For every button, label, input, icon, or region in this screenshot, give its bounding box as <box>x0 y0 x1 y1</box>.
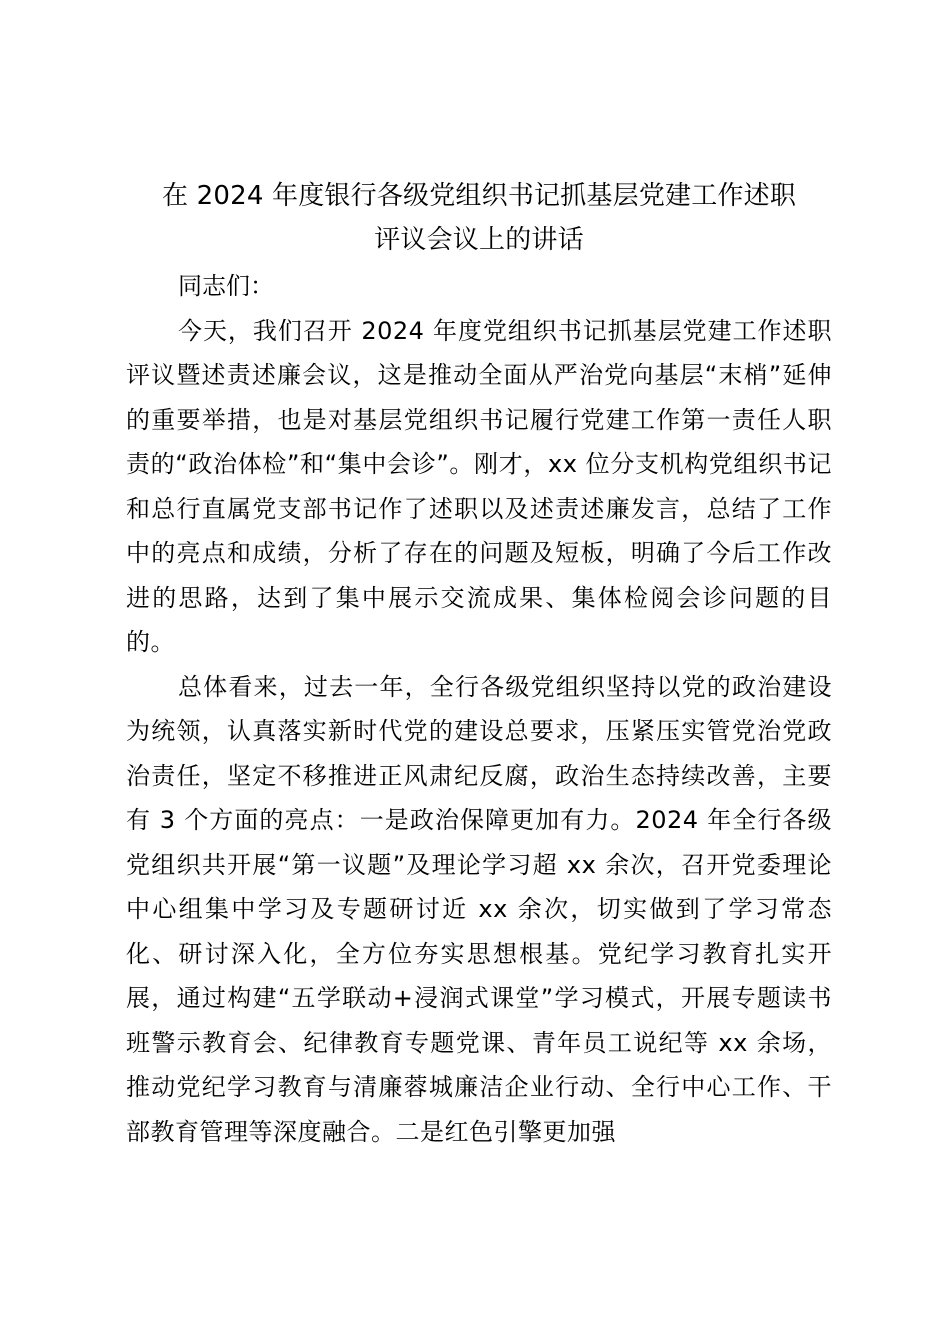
title-line-2: 评议会议上的讲话 <box>374 225 584 255</box>
paragraph-1: 今天，我们召开 2024 年度党组织书记抓基层党建工作述职评议暨述责述廉会议，这是推动全面从严治党向基层“末梢”延伸的重要举措，也是对基层党组织书记履行党建工作第一责任人职责的“政治体检”和“集中会诊”。刚才，xx 位分支机构党组织书记和总行直属党支部书记作了述职以及述责述廉发言，总结了工作中的亮点和成绩，分析了存在的问题及短板，明确了今后工作改进的思路，达到了集中展示交流成果、集体检阅会诊问题的目的。 <box>126 316 832 656</box>
document-title <box>126 174 832 262</box>
title-line-1: 在 2024 年度银行各级党组织书记抓基层党建工作述职 <box>161 181 797 211</box>
paragraph-2: 总体看来，过去一年，全行各级党组织坚持以党的政治建设为统领，认真落实新时代党的建设总要求，压紧压实管党治党政治责任，坚定不移推进正风肃纪反腐，政治生态持续改善，主要有 3 个方面的亮点：一是政治保障更加有力。2024 年全行各级党组织共开展“第一议题”及理论学习超 xx 余次，召开党委理论中心组集中学习及专题研讨近 xx 余次，切实做到了学习常态化、研讨深入化，全方位夯实思想根基。党纪学习教育扎实开展，通过构建“五学联动+浸润式课堂”学习模式，开展专题读书班警示教育会、纪律教育专题党课、青年员工说纪等 xx 余场，推动党纪学习教育与清廉蓉城廉洁企业行动、全行中心工作、干部教育管理等深度融合。二是红色引擎更加强 <box>126 672 832 1146</box>
salutation: 同志们： <box>178 272 274 300</box>
document-body <box>126 174 832 1154</box>
